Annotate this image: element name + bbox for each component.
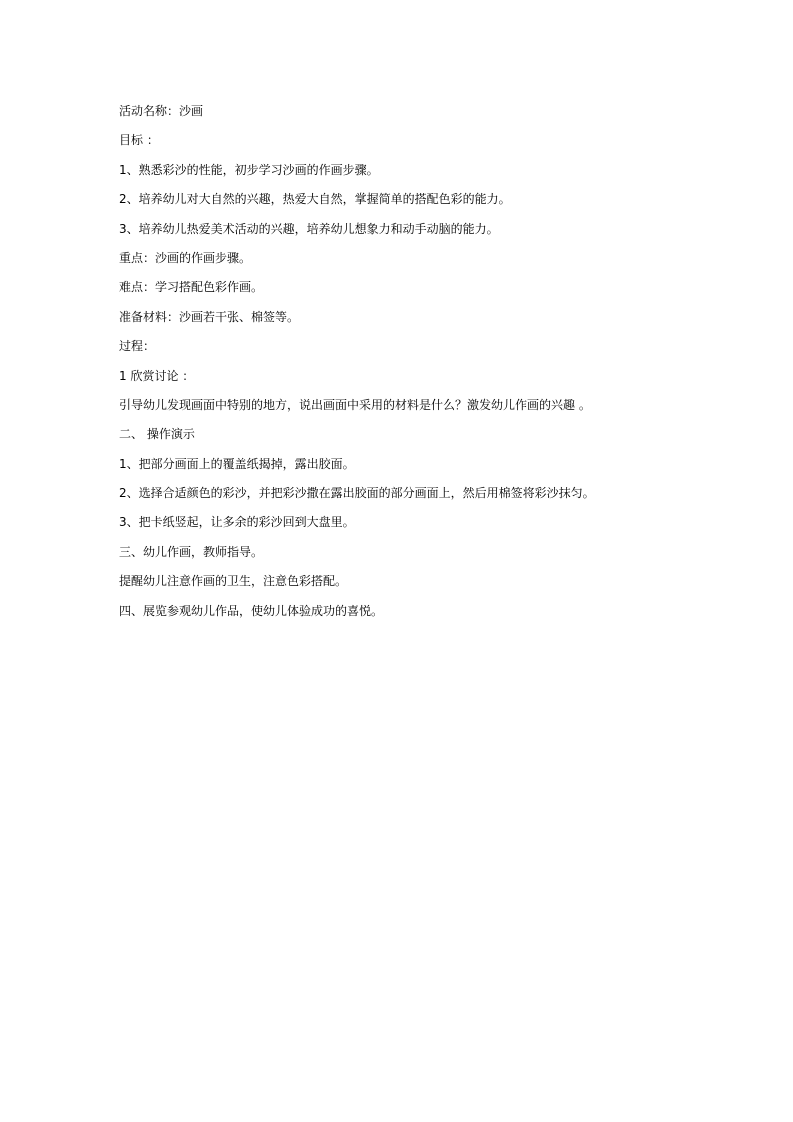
goal-item-1: 1、熟悉彩沙的性能，初步学习沙画的作画步骤。: [119, 162, 379, 177]
key-point: 重点：沙画的作画步骤。: [119, 250, 252, 265]
activity-name: 活动名称：沙画: [119, 104, 204, 118]
step-3-heading: 三、幼儿作画，教师指导。: [119, 544, 264, 559]
goal-item-2: 2、培养幼儿对大自然的兴趣，热爱大自然，掌握简单的搭配色彩的能力。: [119, 192, 511, 207]
process-heading: 过程：: [119, 339, 156, 354]
step-1-heading: 1 欣赏讨论 ：: [119, 368, 195, 383]
document-body: [119, 101, 719, 630]
demo-item-1: 1、把部分画面上的覆盖纸揭掉，露出胶面。: [119, 456, 355, 471]
demo-item-3: 3、把卡纸竖起，让多余的彩沙回到大盘里。: [119, 515, 355, 530]
step-4-heading: 四、展览参观幼儿作品，使幼儿体验成功的喜悦。: [119, 603, 384, 618]
step-1-text: 引导幼儿发现画面中特别的地方，说出画面中采用的材料是什么？激发幼儿作画的兴趣 。: [119, 397, 591, 412]
step-2-heading: 二、 操作演示: [119, 427, 195, 442]
difficulty: 难点：学习搭配色彩作画。: [119, 280, 264, 295]
materials: 准备材料：沙画若干张、棉签等。: [119, 309, 300, 324]
step-3-text: 提醒幼儿注意作画的卫生，注意色彩搭配。: [119, 574, 348, 589]
goal-item-3: 3、培养幼儿热爱美术活动的兴趣，培养幼儿想象力和动手动脑的能力。: [119, 221, 499, 236]
goals-heading: 目标 ：: [119, 133, 159, 148]
demo-item-2: 2、选择合适颜色的彩沙，并把彩沙撒在露出胶面的部分画面上，然后用棉签将彩沙抹匀。: [119, 486, 595, 501]
